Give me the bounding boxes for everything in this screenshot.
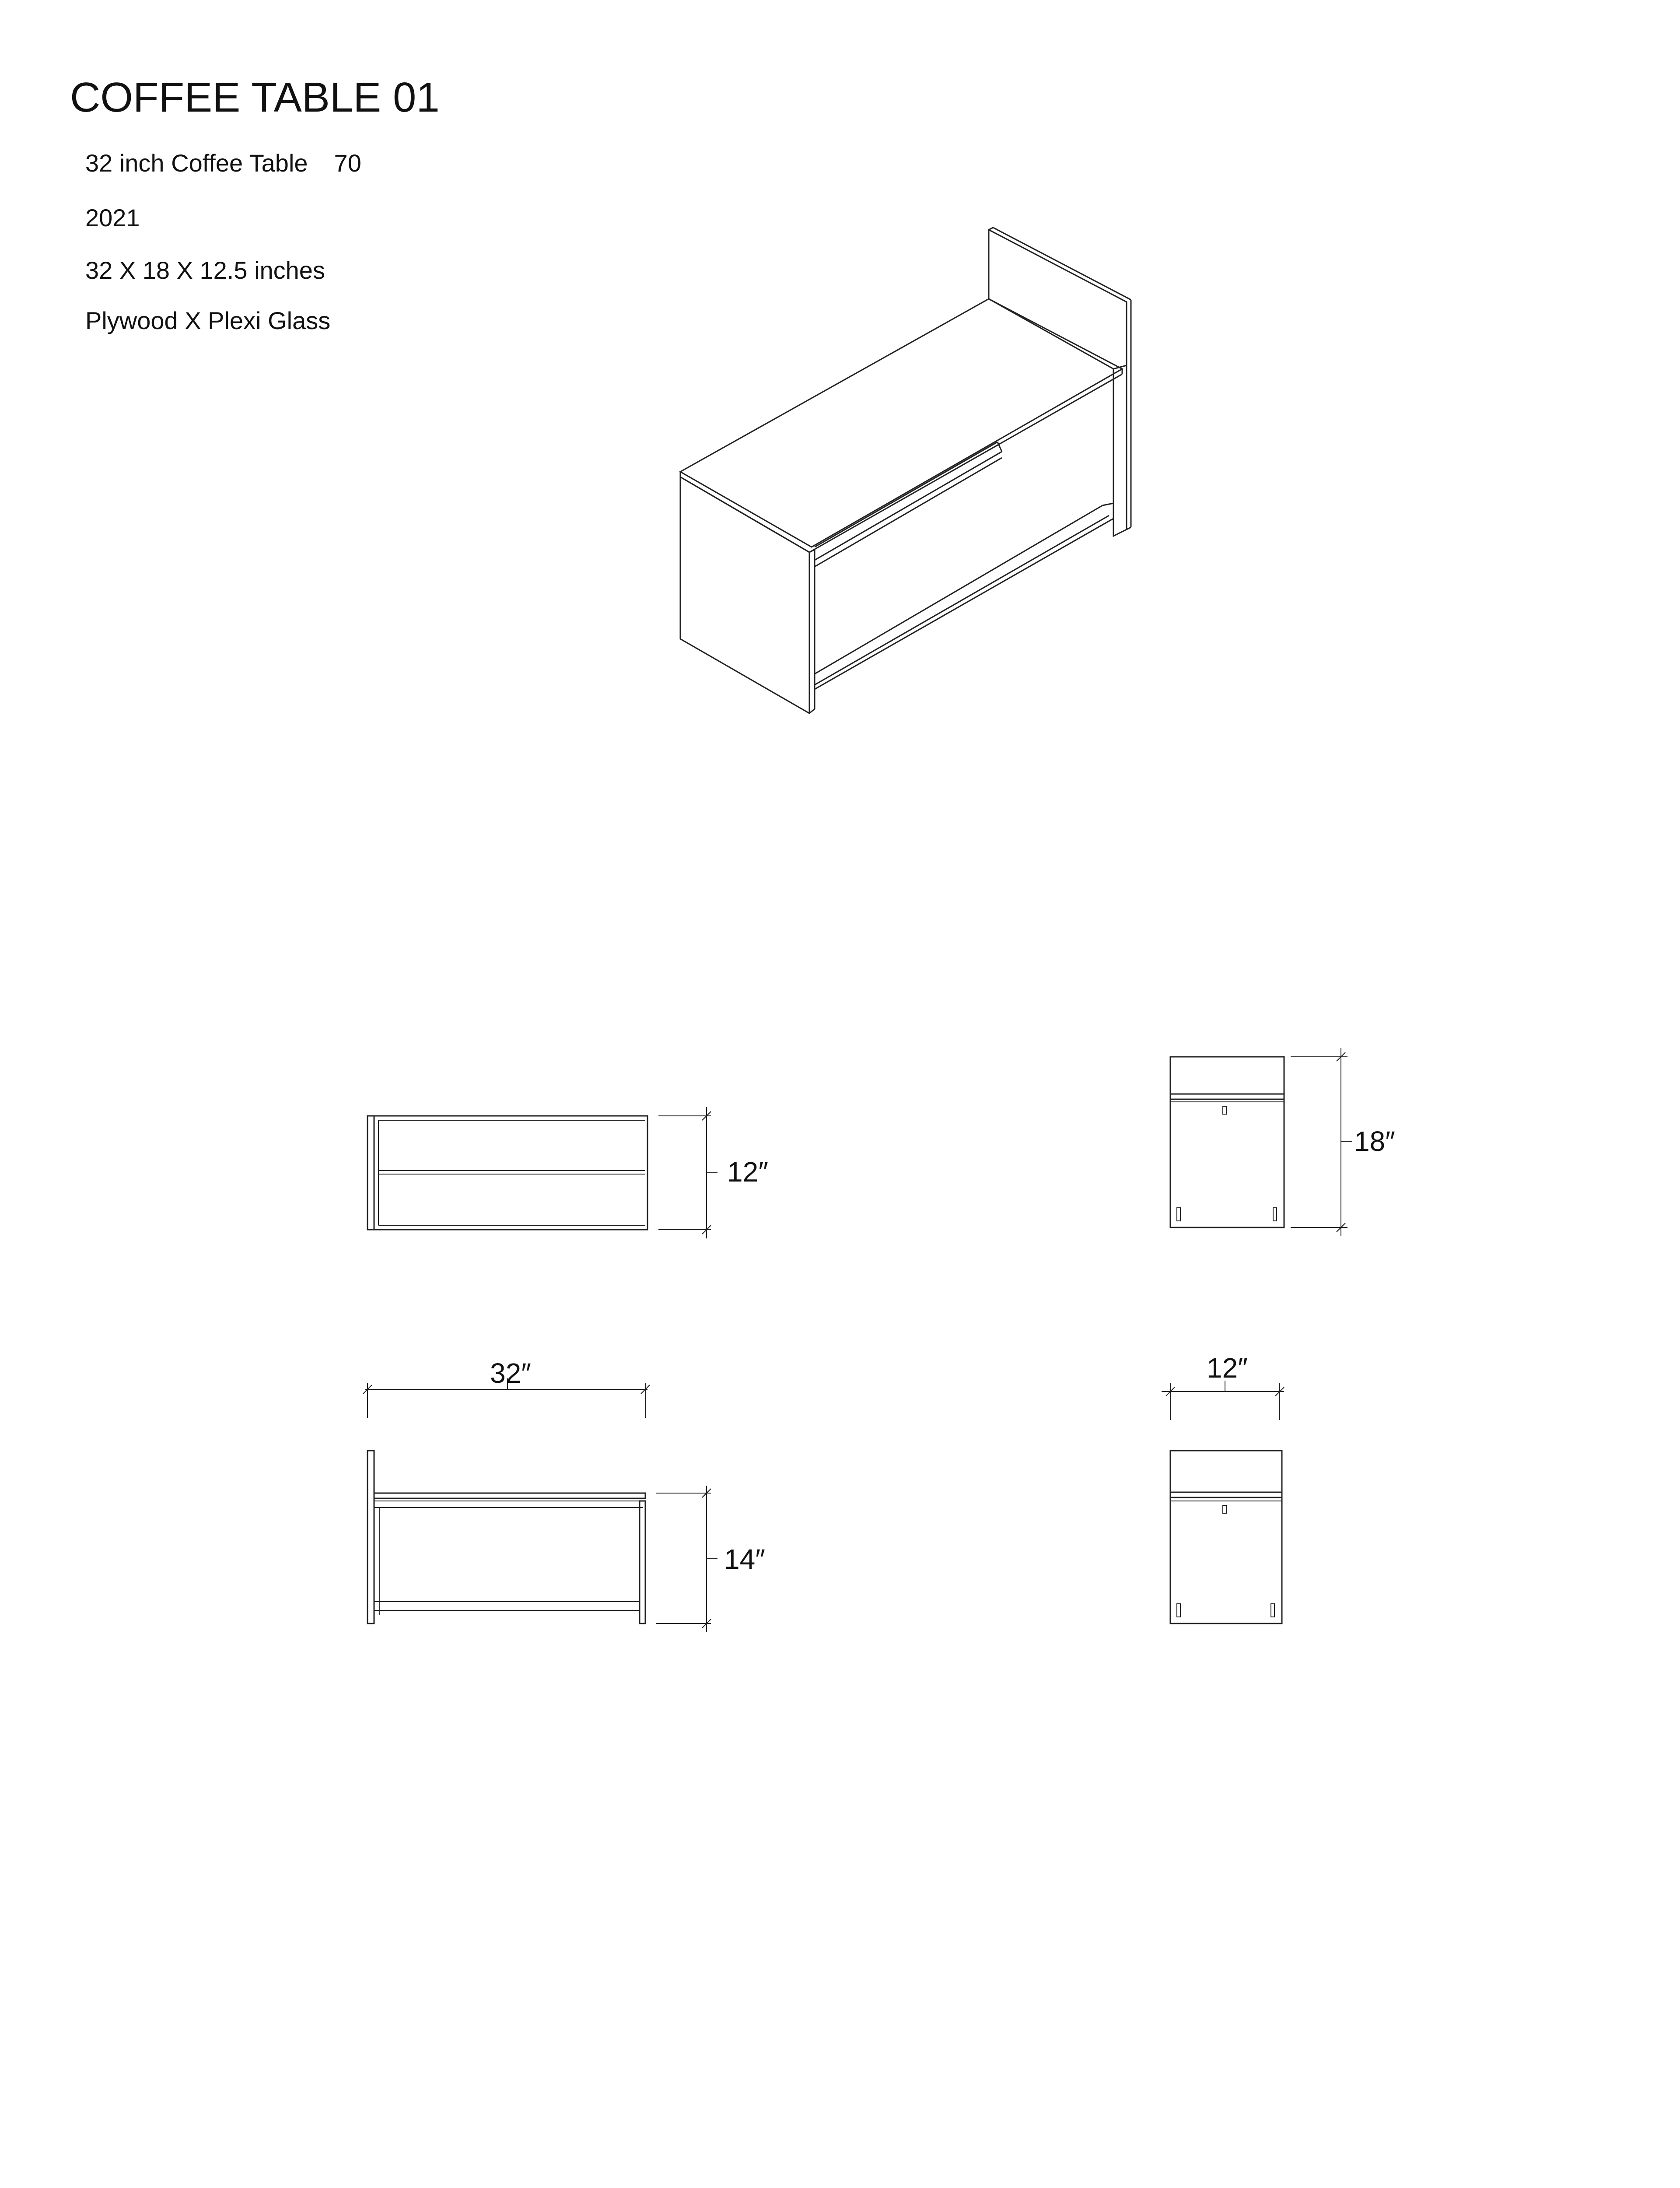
product-name: 32 inch Coffee Table <box>85 149 308 177</box>
side-view-outline <box>1170 1057 1284 1227</box>
product-materials: Plywood X Plexi Glass <box>85 307 331 334</box>
front-view-back-panel <box>368 1451 374 1623</box>
front-view-side-panel <box>640 1501 645 1623</box>
iso-left-panel <box>680 477 809 713</box>
front-view <box>363 1378 718 1632</box>
top-view-outline <box>368 1116 648 1230</box>
end-view-dim-label: 12″ <box>1207 1352 1248 1384</box>
end-view-outline <box>1170 1451 1282 1623</box>
top-view <box>368 1107 718 1238</box>
product-year: 2021 <box>85 204 140 231</box>
product-dimensions: 32 X 18 X 12.5 inches <box>85 256 325 284</box>
front-view-width-label: 32″ <box>490 1357 531 1389</box>
drawing-title: COFFEE TABLE 01 <box>70 74 440 121</box>
isometric-view <box>680 228 1131 713</box>
side-view <box>1170 1048 1352 1236</box>
side-view-dim-label: 18″ <box>1354 1126 1395 1157</box>
front-view-tabletop <box>374 1493 645 1498</box>
product-number: 70 <box>334 149 361 177</box>
end-view <box>1162 1381 1284 1623</box>
front-view-height-label: 14″ <box>724 1543 765 1575</box>
top-view-dim-label: 12″ <box>727 1156 768 1188</box>
